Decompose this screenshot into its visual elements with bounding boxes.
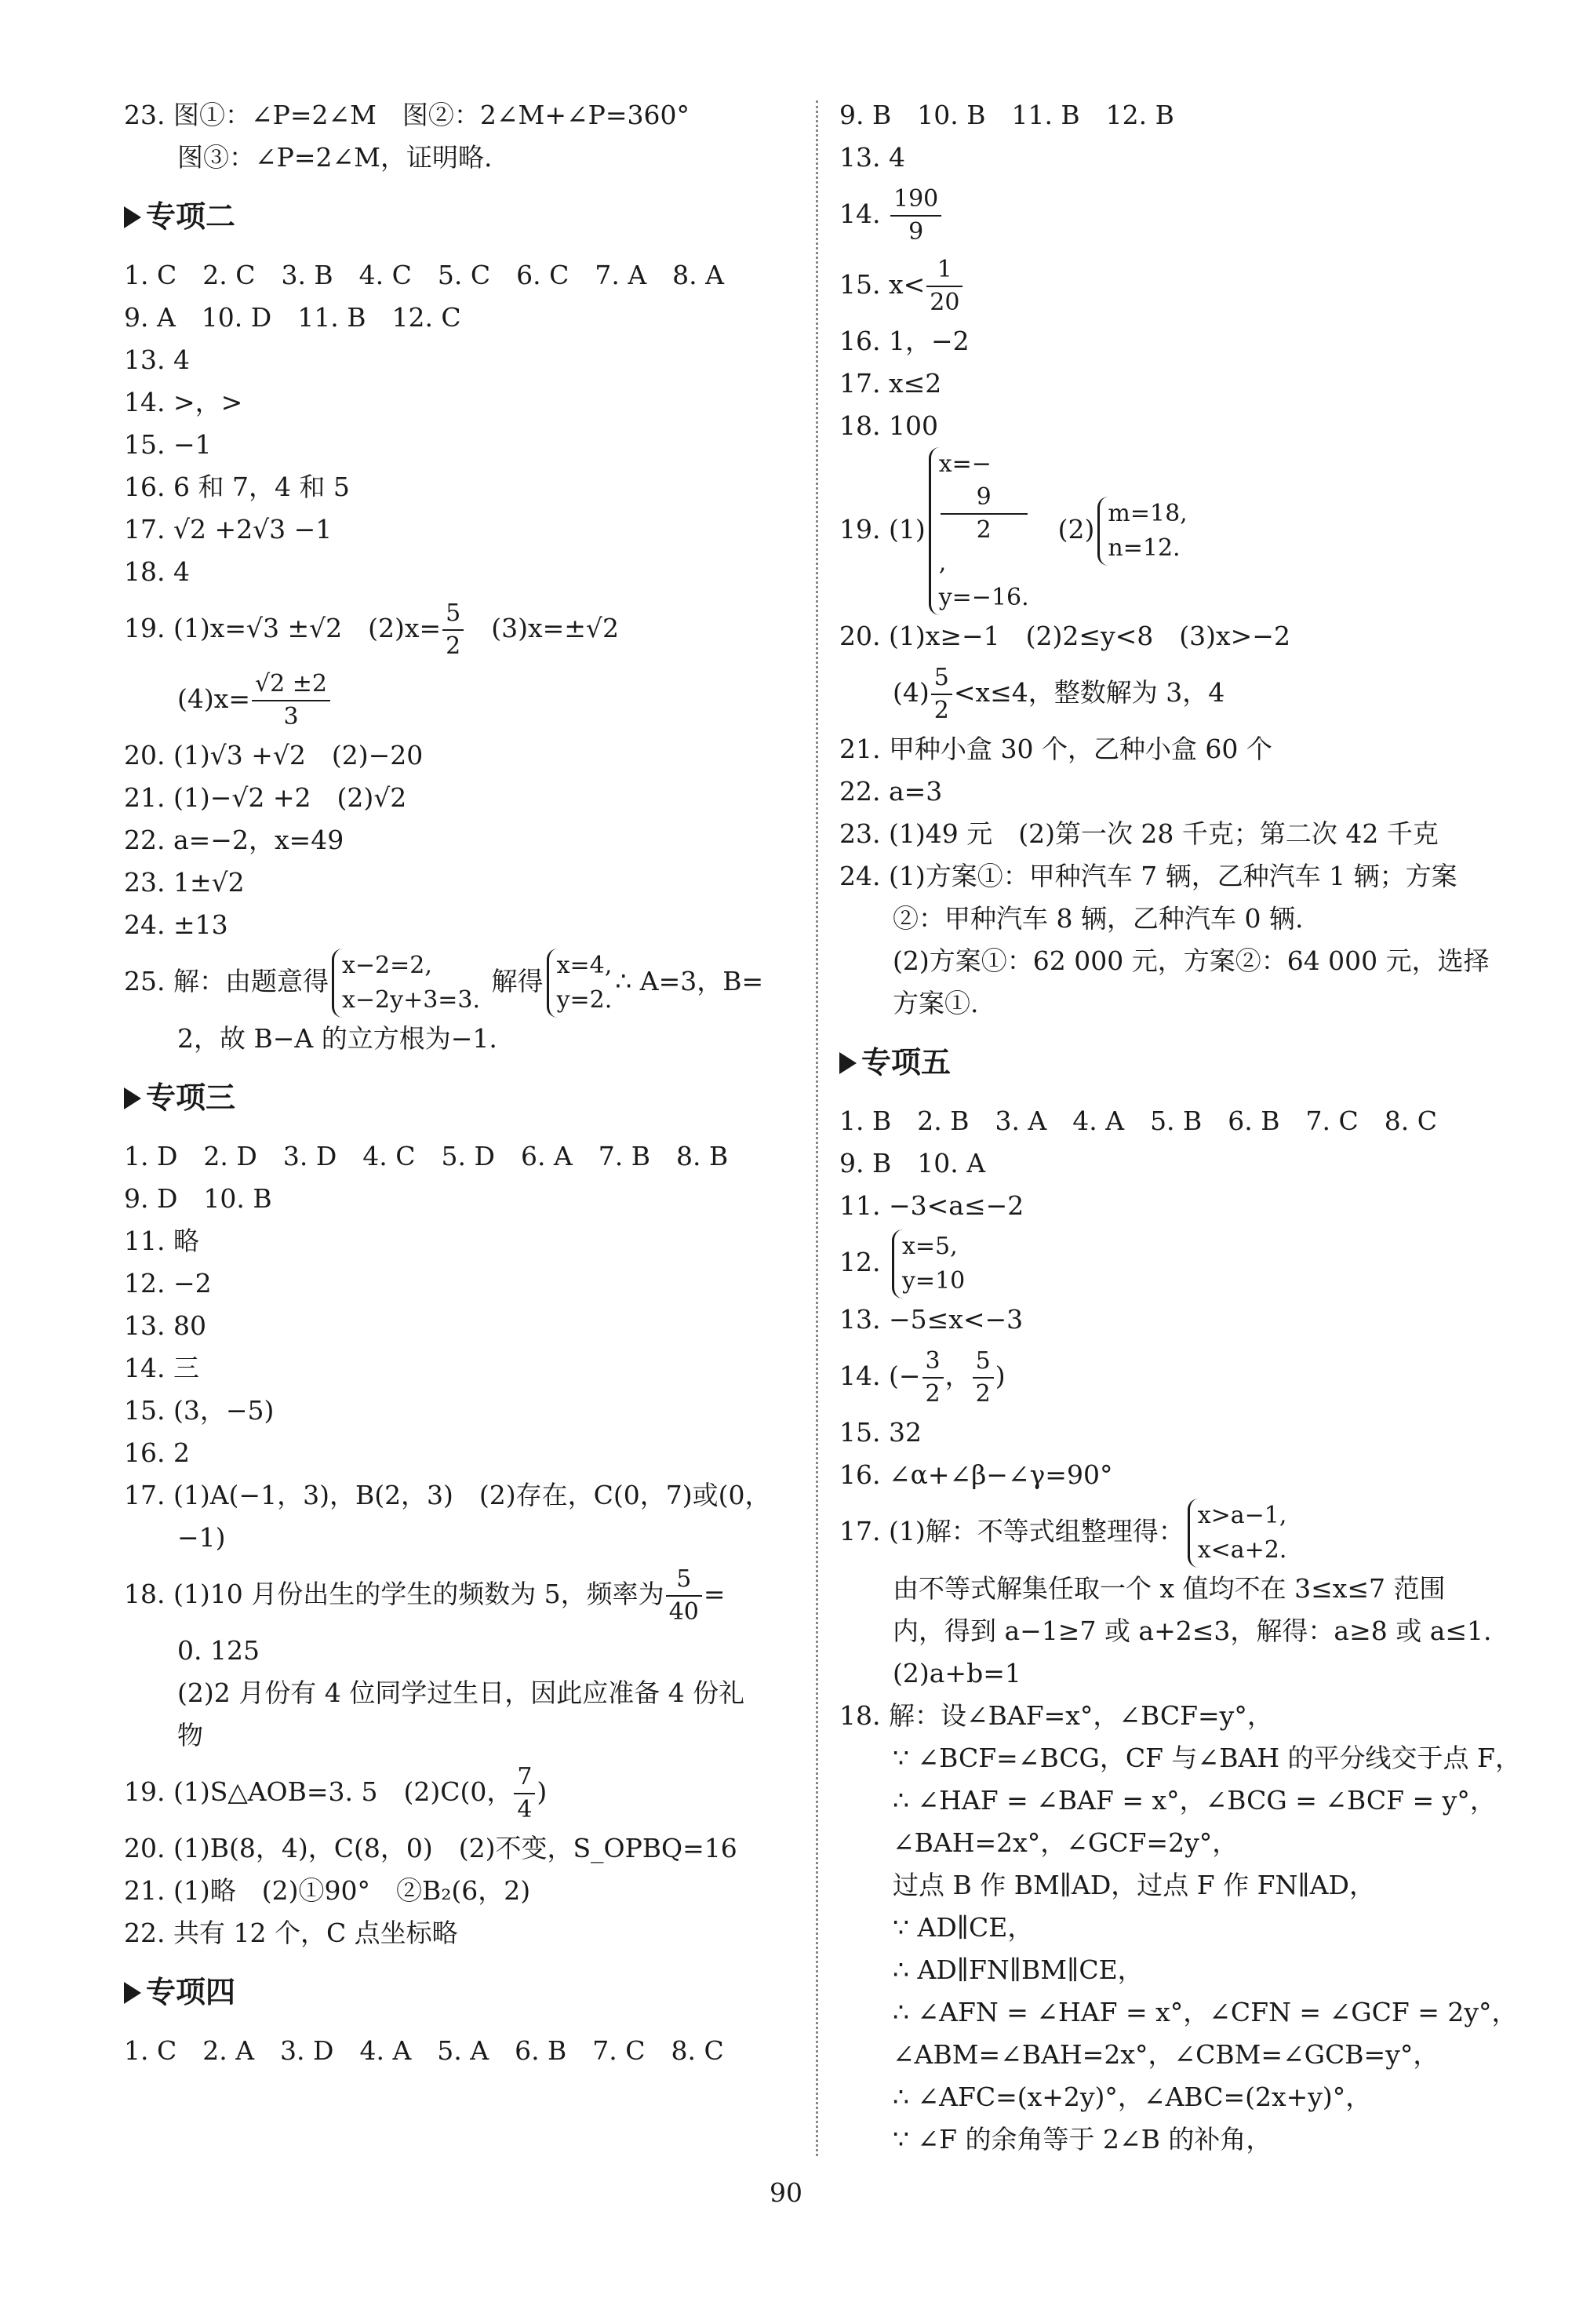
answer-line: 15. x< $\frac{1}{20}$	[839, 250, 1514, 320]
answer-line: ∵ ∠F 的余角等于 2∠B 的补角，	[893, 2124, 1272, 2155]
answer-line: 过点 B 作 BM∥AD，过点 F 作 FN∥AD，	[893, 1870, 1375, 1900]
answer-line: 图③：∠P=2∠M，证明略.	[177, 142, 493, 173]
answer-line: 15. (3，−5)	[124, 1395, 275, 1426]
fraction: $\frac{5}{2}$	[973, 1346, 994, 1410]
answer-line: 1. B 2. B 3. A 4. A 5. B 6. B 7. C 8. C	[839, 1106, 1437, 1136]
answer-line: 22. a=−2，x=49	[124, 825, 344, 855]
answer-line: 18. 解：设∠BAF=x°，∠BCF=y°，	[839, 1700, 1273, 1731]
fraction: $\frac{5}{2}$	[442, 598, 464, 662]
section-heading: 专项二	[124, 179, 799, 254]
answer-line: 24. ±13	[124, 909, 228, 940]
answer-line: (4)x= $\frac{√2 \pm 2}{3}$	[124, 664, 799, 734]
answer-line: 14. (− $\frac{3}{2}$ ， $\frac{5}{2}$ )	[839, 1341, 1514, 1412]
fraction: $\frac{1}{20}$	[926, 254, 962, 319]
answer-line: 17. (1)解：不等式组整理得： x>a−1, x<a+2.	[839, 1496, 1514, 1568]
answer-line: 21. (1)−√2 +2 (2)√2	[124, 782, 407, 813]
answer-line: 13. 4	[124, 344, 190, 375]
triangle-icon	[124, 1982, 141, 2004]
answer-line: 14. 三	[124, 1353, 199, 1383]
answer-line: 22. a=3	[839, 776, 943, 807]
answer-line: (2)方案①：62 000 元，方案②：64 000 元，选择	[893, 945, 1490, 976]
answer-line: 20. (1)√3 +√2 (2)−20	[124, 740, 424, 770]
answer-line: 22. 共有 12 个，C 点坐标略	[124, 1918, 458, 1948]
left-column	[124, 94, 799, 2072]
section-heading: 专项三	[124, 1060, 799, 1135]
answer-line: 23. (1)49 元 (2)第一次 28 千克；第二次 42 千克	[839, 818, 1439, 849]
answer-line: 17. √2 +2√3 −1	[124, 514, 333, 545]
answer-line: 16. 6 和 7，4 和 5	[124, 472, 350, 502]
answer-line: 物	[177, 1720, 203, 1750]
fraction: $\frac{190}{9}$	[890, 184, 941, 248]
answer-line: 19. (1)x=√3 ±√2 (2)x= $\frac{5}{2}$ (3)x=±√2	[124, 593, 799, 664]
answer-line: 1. C 2. A 3. D 4. A 5. A 6. B 7. C 8. C	[124, 2035, 724, 2066]
fraction: $\frac{5}{2}$	[931, 662, 952, 727]
fraction: 9 2	[941, 482, 1028, 546]
answer-line: 21. 甲种小盒 30 个，乙种小盒 60 个	[839, 734, 1272, 764]
answer-line: 23. 图①：∠P=2∠M 图②：2∠M+∠P=360°	[124, 100, 690, 130]
answer-line: 24. (1)方案①：甲种汽车 7 辆，乙种汽车 1 辆；方案	[839, 861, 1457, 891]
answer-line: ②：甲种汽车 8 辆，乙种汽车 0 辆.	[893, 903, 1304, 934]
answer-line: (2)a+b=1	[893, 1658, 1021, 1688]
answer-line: (2)2 月份有 4 位同学过生日，因此应准备 4 份礼	[177, 1677, 745, 1708]
answer-line: ∴ AD∥FN∥BM∥CE，	[893, 1954, 1144, 1985]
answer-line: ∵ AD∥CE，	[893, 1912, 1034, 1943]
answer-line: 1. C 2. C 3. B 4. C 5. C 6. C 7. A 8. A	[124, 260, 724, 290]
answer-line: (4) $\frac{5}{2}$ <x≤4，整数解为 3，4	[839, 657, 1514, 728]
answer-line: ∴ ∠AFN = ∠HAF = x°，∠CFN = ∠GCF = 2y°，	[893, 1997, 1518, 2027]
equation-system: x=5, y=10	[892, 1229, 965, 1299]
column-divider	[816, 100, 818, 2156]
answer-line: 19. (1) x=− 9 2 , y=−16. (2) m=18, n=12.	[839, 447, 1514, 615]
answer-line: 2，故 B−A 的立方根为−1.	[177, 1023, 497, 1054]
answer-line: 18. 4	[124, 556, 190, 587]
answer-line: 17. (1)A(−1，3)，B(2，3) (2)存在，C(0，7)或(0，	[124, 1480, 771, 1510]
answer-line: 15. −1	[124, 429, 212, 460]
answer-line: 23. 1±√2	[124, 867, 245, 898]
answer-line: 9. A 10. D 11. B 12. C	[124, 302, 461, 333]
answer-line: 16. 1，−2	[839, 326, 970, 356]
answer-line: 11. −3<a≤−2	[839, 1190, 1024, 1221]
page-number: 90	[770, 2177, 802, 2208]
fraction: $\frac{5}{40}$	[666, 1564, 702, 1628]
answer-line: ∴ ∠AFC=(x+2y)°，∠ABC=(2x+y)°，	[893, 2082, 1372, 2112]
answer-line: 9. D 10. B	[124, 1183, 272, 1214]
equation-system: x=4, y=2.	[547, 949, 613, 1018]
answer-line: ∠BAH=2x°，∠GCF=2y°，	[893, 1827, 1239, 1858]
triangle-icon	[124, 1087, 141, 1109]
answer-line: 19. (1)S△AOB=3. 5 (2)C(0， $\frac{7}{4}$ )	[124, 1757, 799, 1827]
section-heading: 专项四	[124, 1954, 799, 2030]
answer-line: 20. (1)B(8，4)，C(8，0) (2)不变，S_OPBQ=16	[124, 1833, 737, 1863]
fraction: $\frac{7}{4}$	[514, 1761, 535, 1826]
answer-line: 16. ∠α+∠β−∠γ=90°	[839, 1459, 1113, 1490]
fraction: $\frac{3}{2}$	[922, 1346, 944, 1410]
equation-system: m=18, n=12.	[1097, 497, 1187, 566]
answer-line: 18. 100	[839, 410, 938, 441]
answer-line: 11. 略	[124, 1226, 199, 1256]
answer-line: 13. −5≤x<−3	[839, 1304, 1024, 1335]
triangle-icon	[839, 1052, 857, 1074]
equation-system: x−2=2, x−2y+3=3.	[332, 949, 480, 1018]
answer-line: 9. B 10. A	[839, 1148, 986, 1178]
answer-line: 9. B 10. B 11. B 12. B	[839, 100, 1174, 130]
equation-system: x=− 9 2 , y=−16.	[929, 447, 1029, 615]
right-column	[839, 94, 1521, 2161]
section-heading: 专项五	[839, 1025, 1514, 1100]
fraction: $\frac{√2 \pm 2}{3}$	[252, 668, 330, 733]
answer-line: 13. 80	[124, 1310, 206, 1341]
answer-line: 方案①.	[893, 988, 979, 1018]
answer-line: 14. >，>	[124, 387, 243, 417]
answer-line: −1)	[177, 1522, 226, 1553]
answer-line: 20. (1)x≥−1 (2)2≤y<8 (3)x>−2	[839, 621, 1290, 651]
answer-line: 12. x=5, y=10	[839, 1227, 1514, 1299]
answer-line: 内，得到 a−1≥7 或 a+2≤3，解得：a≥8 或 a≤1.	[893, 1616, 1492, 1646]
triangle-icon	[124, 206, 141, 228]
answer-line: ∠ABM=∠BAH=2x°，∠CBM=∠GCB=y°，	[893, 2039, 1439, 2070]
answer-line: 0. 125	[177, 1635, 260, 1666]
answer-line: 21. (1)略 (2)①90° ②B₂(6，2)	[124, 1875, 531, 1906]
equation-system: x>a−1, x<a+2.	[1188, 1499, 1287, 1568]
answer-line: ∵ ∠BCF=∠BCG，CF 与∠BAH 的平分线交于点 F，	[893, 1743, 1521, 1773]
answer-line: 17. x≤2	[839, 368, 942, 399]
answer-line: 13. 4	[839, 142, 905, 173]
answer-line: 15. 32	[839, 1417, 922, 1448]
answer-line: 1. D 2. D 3. D 4. C 5. D 6. A 7. B 8. B	[124, 1141, 729, 1171]
answer-line: 14. $\frac{190}{9}$	[839, 179, 1514, 250]
answer-line: 由不等式解集任取一个 x 值均不在 3≤x≤7 范围	[893, 1573, 1446, 1604]
answer-line: 12. −2	[124, 1268, 212, 1299]
answer-line: 18. (1)10 月份出生的学生的频数为 5，频率为 $\frac{5}{40}$ =	[124, 1559, 799, 1630]
answer-line: 16. 2	[124, 1437, 190, 1468]
answer-line: ∴ ∠HAF = ∠BAF = x°，∠BCG = ∠BCF = y°，	[893, 1785, 1496, 1816]
answer-line: 25. 解：由题意得 x−2=2, x−2y+3=3. 解得 x=4, y=2. ∴ A=3，B=	[124, 946, 799, 1018]
